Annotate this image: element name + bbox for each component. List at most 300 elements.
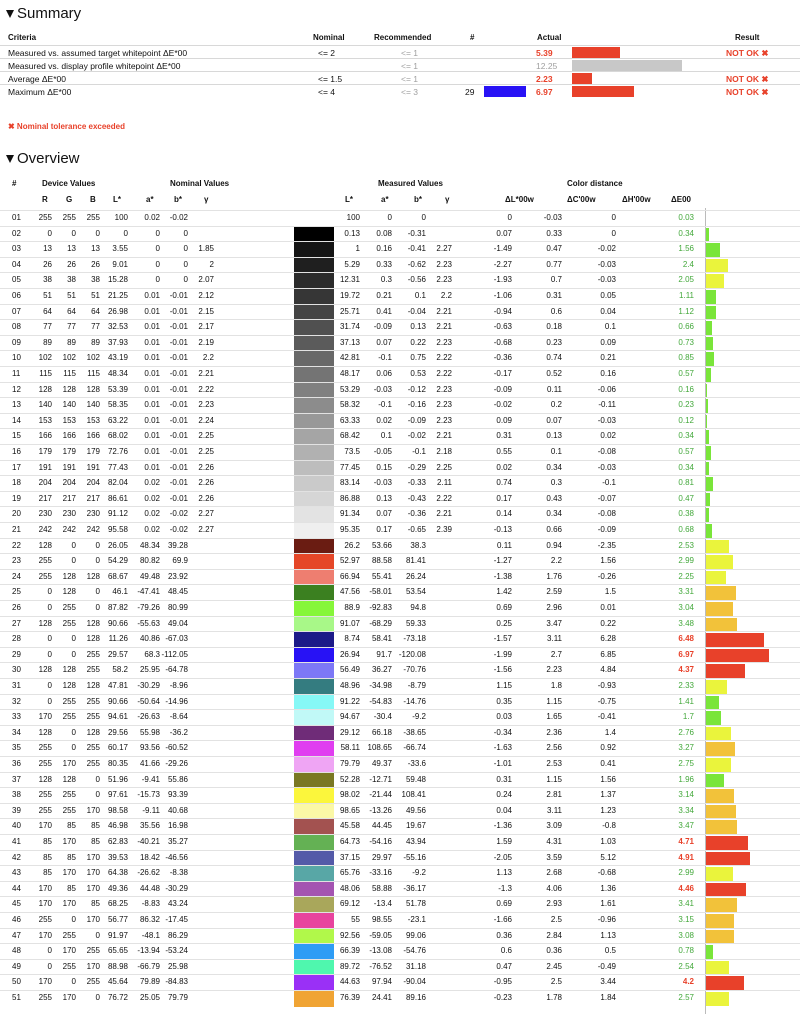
cell-13: 0.52 [546, 369, 562, 378]
cell-13: 3.59 [546, 852, 562, 862]
cell-6: -8.96 [169, 681, 188, 690]
cell-12: 0.24 [496, 790, 512, 800]
recommended-cell: <= 1 [401, 61, 419, 71]
cell-8: 47.56 [339, 587, 360, 597]
cell-2: 128 [62, 384, 76, 394]
cell-14: 0.21 [600, 353, 616, 363]
cell-8: 53.29 [339, 384, 360, 394]
cell-9: 0.21 [376, 291, 392, 300]
cell-8: 44.63 [339, 977, 360, 987]
cell-9: 49.37 [371, 759, 392, 768]
delta-e-bar [706, 243, 720, 257]
actual-value: 2.23 [536, 74, 553, 84]
cell-3: 255 [86, 977, 100, 987]
table-row [0, 366, 800, 383]
column-header-dL: ΔL*00w [505, 195, 534, 204]
device-values-header: Device Values [42, 179, 96, 188]
cell-10: 51.78 [405, 899, 426, 909]
table-row [0, 912, 800, 929]
table-row [0, 335, 800, 352]
cell-4: 11.26 [108, 634, 128, 644]
cell-15: 2.75 [678, 759, 694, 768]
cell-9: -0.03 [373, 384, 392, 394]
cell-15: 0.38 [678, 509, 694, 519]
delta-e-bar [706, 633, 764, 647]
column-header-L: L* [113, 195, 121, 204]
cell-9: 0.41 [376, 306, 392, 316]
color-swatch [294, 211, 334, 227]
delta-e-bar [706, 571, 726, 585]
cell-3: 170 [86, 805, 100, 815]
cell-6: -84.83 [165, 977, 188, 987]
color-swatch [294, 897, 334, 913]
cell-10: -120.08 [398, 649, 426, 659]
cell-8: 58.32 [339, 400, 360, 410]
cell-3: 102 [86, 353, 100, 363]
cell-7: 2.26 [198, 478, 214, 488]
table-row [0, 647, 800, 664]
cell-14: -2.35 [597, 540, 616, 550]
actual-bar [572, 73, 592, 84]
cell-15: 4.71 [678, 837, 694, 846]
table-row [0, 772, 800, 789]
cell-10: -0.12 [407, 384, 426, 394]
overview-title: Overview [17, 150, 80, 167]
color-swatch [294, 273, 334, 289]
summary-row [0, 71, 800, 85]
cell-15: 0.57 [678, 369, 694, 378]
cell-15: 2.54 [678, 961, 694, 971]
cell-1: 170 [38, 712, 52, 722]
cell-11: 2.23 [436, 259, 452, 269]
cell-14: -0.09 [597, 525, 616, 534]
cell-8: 42.81 [339, 353, 360, 363]
cell-4: 29.56 [107, 727, 128, 737]
cell-2: 0 [71, 915, 76, 924]
color-swatch [294, 882, 334, 898]
table-row [0, 428, 800, 445]
cell-6: 93.39 [167, 790, 188, 800]
cell-10: -33.6 [407, 759, 426, 768]
cell-12: 0.03 [496, 712, 512, 722]
collapse-triangle-icon[interactable] [6, 10, 14, 18]
cell-3: 170 [86, 883, 100, 893]
cell-9: -30.4 [373, 712, 392, 722]
table-row [0, 553, 800, 570]
cell-3: 255 [86, 946, 100, 956]
cell-9: 29.97 [371, 852, 392, 862]
cell-9: 0.33 [376, 259, 392, 269]
summary-title: Summary [17, 5, 82, 22]
cell-6: 48.45 [167, 587, 188, 597]
cell-15: 6.97 [678, 649, 694, 659]
cell-6: -0.02 [169, 213, 188, 222]
actual-value: 5.39 [536, 48, 553, 58]
cell-14: 0.01 [600, 603, 616, 612]
table-row [0, 631, 800, 648]
cell-0: 43 [12, 868, 21, 878]
cell-12: 0.31 [496, 431, 512, 441]
cell-6: -0.01 [169, 322, 188, 332]
cell-5: -26.62 [137, 868, 160, 878]
cell-4: 53.39 [107, 384, 128, 394]
cell-9: 97.94 [371, 977, 392, 987]
cell-10: -90.04 [403, 977, 426, 987]
criteria-cell: Average ΔE*00 [8, 74, 66, 84]
delta-e-bar [706, 758, 731, 772]
cell-2: 255 [62, 930, 76, 940]
cell-6: -0.01 [169, 478, 188, 488]
cell-4: 58.2 [112, 665, 128, 675]
criteria-cell: Measured vs. assumed target whitepoint ΔE*00 [8, 48, 188, 58]
cell-1: 255 [38, 571, 52, 581]
cell-14: 1.13 [600, 930, 616, 940]
cell-14: 0.04 [600, 306, 616, 316]
cell-8: 68.42 [339, 431, 360, 441]
cell-15: 3.27 [678, 743, 694, 753]
delta-e-bar [706, 384, 707, 398]
cell-12: 0.69 [496, 603, 512, 612]
cell-11: 2.39 [436, 525, 452, 534]
cell-12: -1.38 [493, 571, 512, 581]
cell-13: 0.33 [546, 228, 562, 238]
cell-15: 0.34 [678, 228, 694, 238]
cell-9: -13.4 [373, 899, 392, 909]
cell-10: -38.65 [403, 727, 426, 737]
cell-12: -2.05 [493, 852, 512, 862]
cell-14: 3.44 [600, 977, 616, 987]
cell-0: 39 [12, 805, 21, 815]
table-row [0, 678, 800, 695]
cell-12: 1.13 [496, 868, 512, 878]
cell-13: 0.11 [547, 384, 562, 394]
cell-6: -8.64 [169, 712, 188, 722]
cell-1: 64 [43, 306, 52, 316]
cell-9: 98.55 [371, 915, 392, 924]
cell-1: 255 [38, 805, 52, 815]
table-row [0, 491, 800, 508]
table-row [0, 865, 800, 882]
cell-0: 45 [12, 899, 21, 909]
table-row [0, 460, 800, 477]
cell-5: -48.1 [141, 930, 160, 940]
cell-6: 0 [183, 244, 188, 254]
cell-10: -0.41 [407, 244, 426, 254]
cell-11: 2.2 [440, 291, 452, 300]
cell-3: 128 [86, 727, 100, 737]
cell-5: -9.41 [141, 774, 160, 784]
cell-5: 0 [155, 275, 160, 285]
color-swatch [294, 320, 334, 336]
delta-e-bar [706, 649, 769, 663]
cell-3: 0 [95, 587, 100, 597]
table-row [0, 974, 800, 991]
cell-9: 44.45 [371, 821, 392, 831]
delta-e-bar [706, 508, 709, 522]
cell-4: 47.81 [107, 681, 128, 690]
measured-values-header: Measured Values [378, 179, 443, 188]
color-swatch [294, 804, 334, 820]
color-swatch [294, 554, 334, 570]
cell-8: 66.94 [339, 571, 360, 581]
cell-0: 18 [12, 478, 21, 488]
cell-5: -47.41 [137, 587, 160, 597]
table-row [0, 756, 800, 773]
cell-9: 66.18 [371, 727, 392, 737]
cell-12: 0.36 [496, 930, 512, 940]
cell-15: 1.56 [678, 244, 694, 254]
cell-0: 10 [12, 353, 21, 363]
cell-14: -0.11 [598, 400, 616, 410]
cell-6: -0.01 [169, 431, 188, 441]
cell-12: -1.57 [493, 634, 512, 644]
cell-6: -17.45 [165, 915, 188, 924]
color-swatch [294, 585, 334, 601]
cell-15: 4.91 [678, 852, 694, 862]
cell-5: 41.66 [139, 759, 160, 768]
cell-9: -0.05 [373, 447, 392, 456]
cell-2: 170 [62, 868, 76, 878]
cell-12: -0.02 [493, 400, 512, 410]
cell-1: 0 [47, 649, 52, 659]
cell-2: 0 [71, 743, 76, 753]
cell-15: 0.73 [678, 337, 694, 347]
table-row [0, 382, 800, 399]
cell-8: 0.13 [344, 228, 360, 238]
delta-e-bar [706, 446, 711, 460]
cell-7: 2.17 [198, 322, 214, 332]
cell-15: 2.76 [678, 727, 694, 737]
cell-5: 0.01 [144, 322, 160, 332]
cell-3: 128 [86, 634, 100, 644]
cell-11: 2.22 [436, 353, 452, 363]
cell-15: 4.2 [682, 977, 694, 987]
cell-5: 0.01 [144, 384, 160, 394]
cell-12: -1.3 [498, 883, 512, 893]
cell-14: -0.41 [597, 712, 616, 722]
cell-5: 0.01 [144, 353, 160, 363]
table-row [0, 990, 800, 1007]
cell-0: 44 [12, 883, 21, 893]
cell-4: 98.58 [107, 805, 128, 815]
cell-12: 0.55 [496, 447, 512, 456]
cell-4: 46.1 [112, 587, 128, 597]
cell-13: 2.23 [546, 665, 562, 675]
cell-1: 191 [38, 462, 52, 472]
color-swatch [294, 351, 334, 367]
cell-9: -12.71 [369, 774, 392, 784]
cell-7: 2.2 [202, 353, 214, 363]
cell-6: -30.29 [165, 883, 188, 893]
criteria-cell: Measured vs. display profile whitepoint ΔE*00 [8, 61, 181, 71]
cell-4: 90.66 [107, 696, 128, 706]
cell-14: 0.02 [600, 431, 616, 441]
table-row [0, 584, 800, 601]
cell-0: 20 [12, 509, 21, 519]
delta-e-bar [706, 493, 710, 507]
cell-7: 2.12 [198, 291, 214, 300]
cell-12: -0.34 [493, 727, 512, 737]
table-row [0, 304, 800, 321]
cell-15: 2.33 [678, 681, 694, 690]
cell-6: -29.26 [165, 759, 188, 768]
cell-0: 29 [12, 649, 21, 659]
cell-0: 12 [12, 384, 21, 394]
cell-2: 77 [67, 322, 76, 332]
cell-0: 40 [12, 821, 21, 831]
cell-3: 85 [91, 899, 100, 909]
cell-6: 79.79 [167, 993, 188, 1002]
cell-15: 2.99 [678, 868, 694, 878]
table-row [0, 350, 800, 367]
cell-1: 230 [38, 509, 52, 519]
delta-e-bar [706, 898, 737, 912]
cell-8: 73.5 [344, 447, 360, 456]
delta-e-bar [706, 805, 736, 819]
summary-heading[interactable] [6, 5, 81, 22]
table-row [0, 881, 800, 898]
collapse-triangle-icon[interactable] [6, 155, 14, 163]
cell-9: 0.02 [376, 415, 392, 425]
cell-5: -66.79 [137, 961, 160, 971]
delta-e-bar [706, 664, 745, 678]
cell-10: 0.1 [414, 291, 426, 300]
delta-e-bar [706, 586, 736, 600]
cell-10: -0.62 [407, 259, 426, 269]
cell-1: 128 [38, 384, 52, 394]
cell-12: -1.01 [493, 759, 512, 768]
cell-14: 1.03 [600, 837, 616, 846]
cell-6: -0.01 [169, 337, 188, 347]
delta-e-bar [706, 399, 708, 413]
cell-0: 17 [12, 462, 21, 472]
cell-6: -36.2 [169, 727, 188, 737]
color-swatch [294, 913, 334, 929]
cell-10: -54.76 [403, 946, 426, 956]
cell-6: 40.68 [167, 805, 188, 815]
cell-0: 24 [12, 571, 21, 581]
cell-6: 0 [183, 275, 188, 285]
cell-15: 3.34 [678, 805, 694, 815]
cell-8: 45.58 [339, 821, 360, 831]
cell-14: 0.22 [600, 618, 616, 628]
cell-14: 4.84 [600, 665, 616, 675]
cell-12: 0.09 [496, 415, 512, 425]
table-row [0, 787, 800, 804]
cell-10: 99.06 [405, 930, 426, 940]
cell-8: 76.39 [339, 993, 360, 1002]
cell-12: 0.25 [496, 618, 512, 628]
cell-8: 100 [346, 213, 360, 222]
overview-heading[interactable] [6, 150, 80, 167]
cell-10: 94.8 [410, 603, 426, 612]
cell-4: 87.82 [107, 603, 128, 612]
cell-15: 1.96 [678, 774, 694, 784]
cell-4: 37.93 [107, 337, 128, 347]
cell-8: 88.9 [344, 603, 360, 612]
cell-11: 2.11 [437, 478, 452, 488]
cell-13: 0.36 [546, 946, 562, 956]
cell-2: 26 [67, 259, 76, 269]
cell-12: -2.27 [493, 259, 512, 269]
color-swatch [294, 663, 334, 679]
cell-12: -0.13 [493, 525, 512, 534]
cell-8: 56.49 [339, 665, 360, 675]
table-row [0, 803, 800, 820]
cell-7: 2.25 [198, 431, 214, 441]
table-row [0, 725, 800, 742]
cell-13: -0.03 [543, 213, 562, 222]
cell-10: 108.41 [401, 790, 426, 800]
cell-14: 1.4 [604, 727, 616, 737]
cell-4: 94.61 [107, 712, 128, 722]
cell-10: -0.65 [407, 525, 426, 534]
cell-4: 51.96 [107, 774, 128, 784]
cell-14: -0.68 [597, 868, 616, 878]
cell-3: 128 [86, 681, 100, 690]
cell-6: 49.04 [167, 618, 188, 628]
cell-4: 63.22 [107, 415, 128, 425]
cell-2: 115 [63, 369, 76, 378]
table-row [0, 959, 800, 976]
color-swatch [294, 695, 334, 711]
column-header-a: a* [146, 195, 154, 204]
cell-5: 86.32 [139, 915, 160, 924]
cell-6: 86.29 [167, 930, 188, 940]
actual-value: 6.97 [536, 87, 553, 97]
cell-13: 0.18 [546, 322, 562, 332]
cell-13: 4.31 [546, 837, 562, 846]
cell-14: 1.5 [604, 587, 616, 597]
cell-14: 1.23 [600, 805, 616, 815]
cell-11: 2.27 [436, 244, 452, 254]
result-header: Result [735, 33, 760, 42]
cell-11: 2.21 [436, 509, 452, 519]
cell-8: 55 [351, 915, 360, 924]
cell-3: 0 [95, 540, 100, 550]
cell-0: 07 [12, 306, 21, 316]
cell-8: 91.22 [339, 696, 360, 706]
table-row [0, 896, 800, 913]
color-swatch [294, 944, 334, 960]
cell-0: 50 [12, 977, 21, 987]
table-row [0, 740, 800, 757]
cell-1: 255 [38, 213, 52, 222]
cell-11: 2.18 [436, 447, 452, 456]
cell-9: 0.06 [376, 369, 392, 378]
delta-e-bar [706, 306, 716, 320]
delta-e-bar [706, 337, 713, 351]
cell-3: 38 [91, 275, 100, 285]
cell-13: 2.68 [546, 868, 562, 878]
cell-5: 79.89 [139, 977, 160, 987]
cell-8: 48.17 [339, 369, 360, 378]
cell-2: 128 [62, 665, 76, 675]
table-row [0, 600, 800, 617]
cell-6: -0.01 [169, 353, 188, 363]
summary-row [0, 58, 800, 72]
cell-10: -0.33 [407, 478, 426, 488]
cell-11: 2.21 [436, 431, 452, 441]
cell-4: 91.97 [107, 930, 128, 940]
cell-12: -0.94 [493, 306, 512, 316]
column-header-mg: γ [445, 195, 450, 204]
delta-e-bar [706, 852, 750, 866]
cell-1: 0 [47, 696, 52, 706]
cell-3: 170 [86, 915, 100, 924]
cell-13: 0.43 [546, 493, 562, 503]
cell-3: 255 [86, 759, 100, 768]
